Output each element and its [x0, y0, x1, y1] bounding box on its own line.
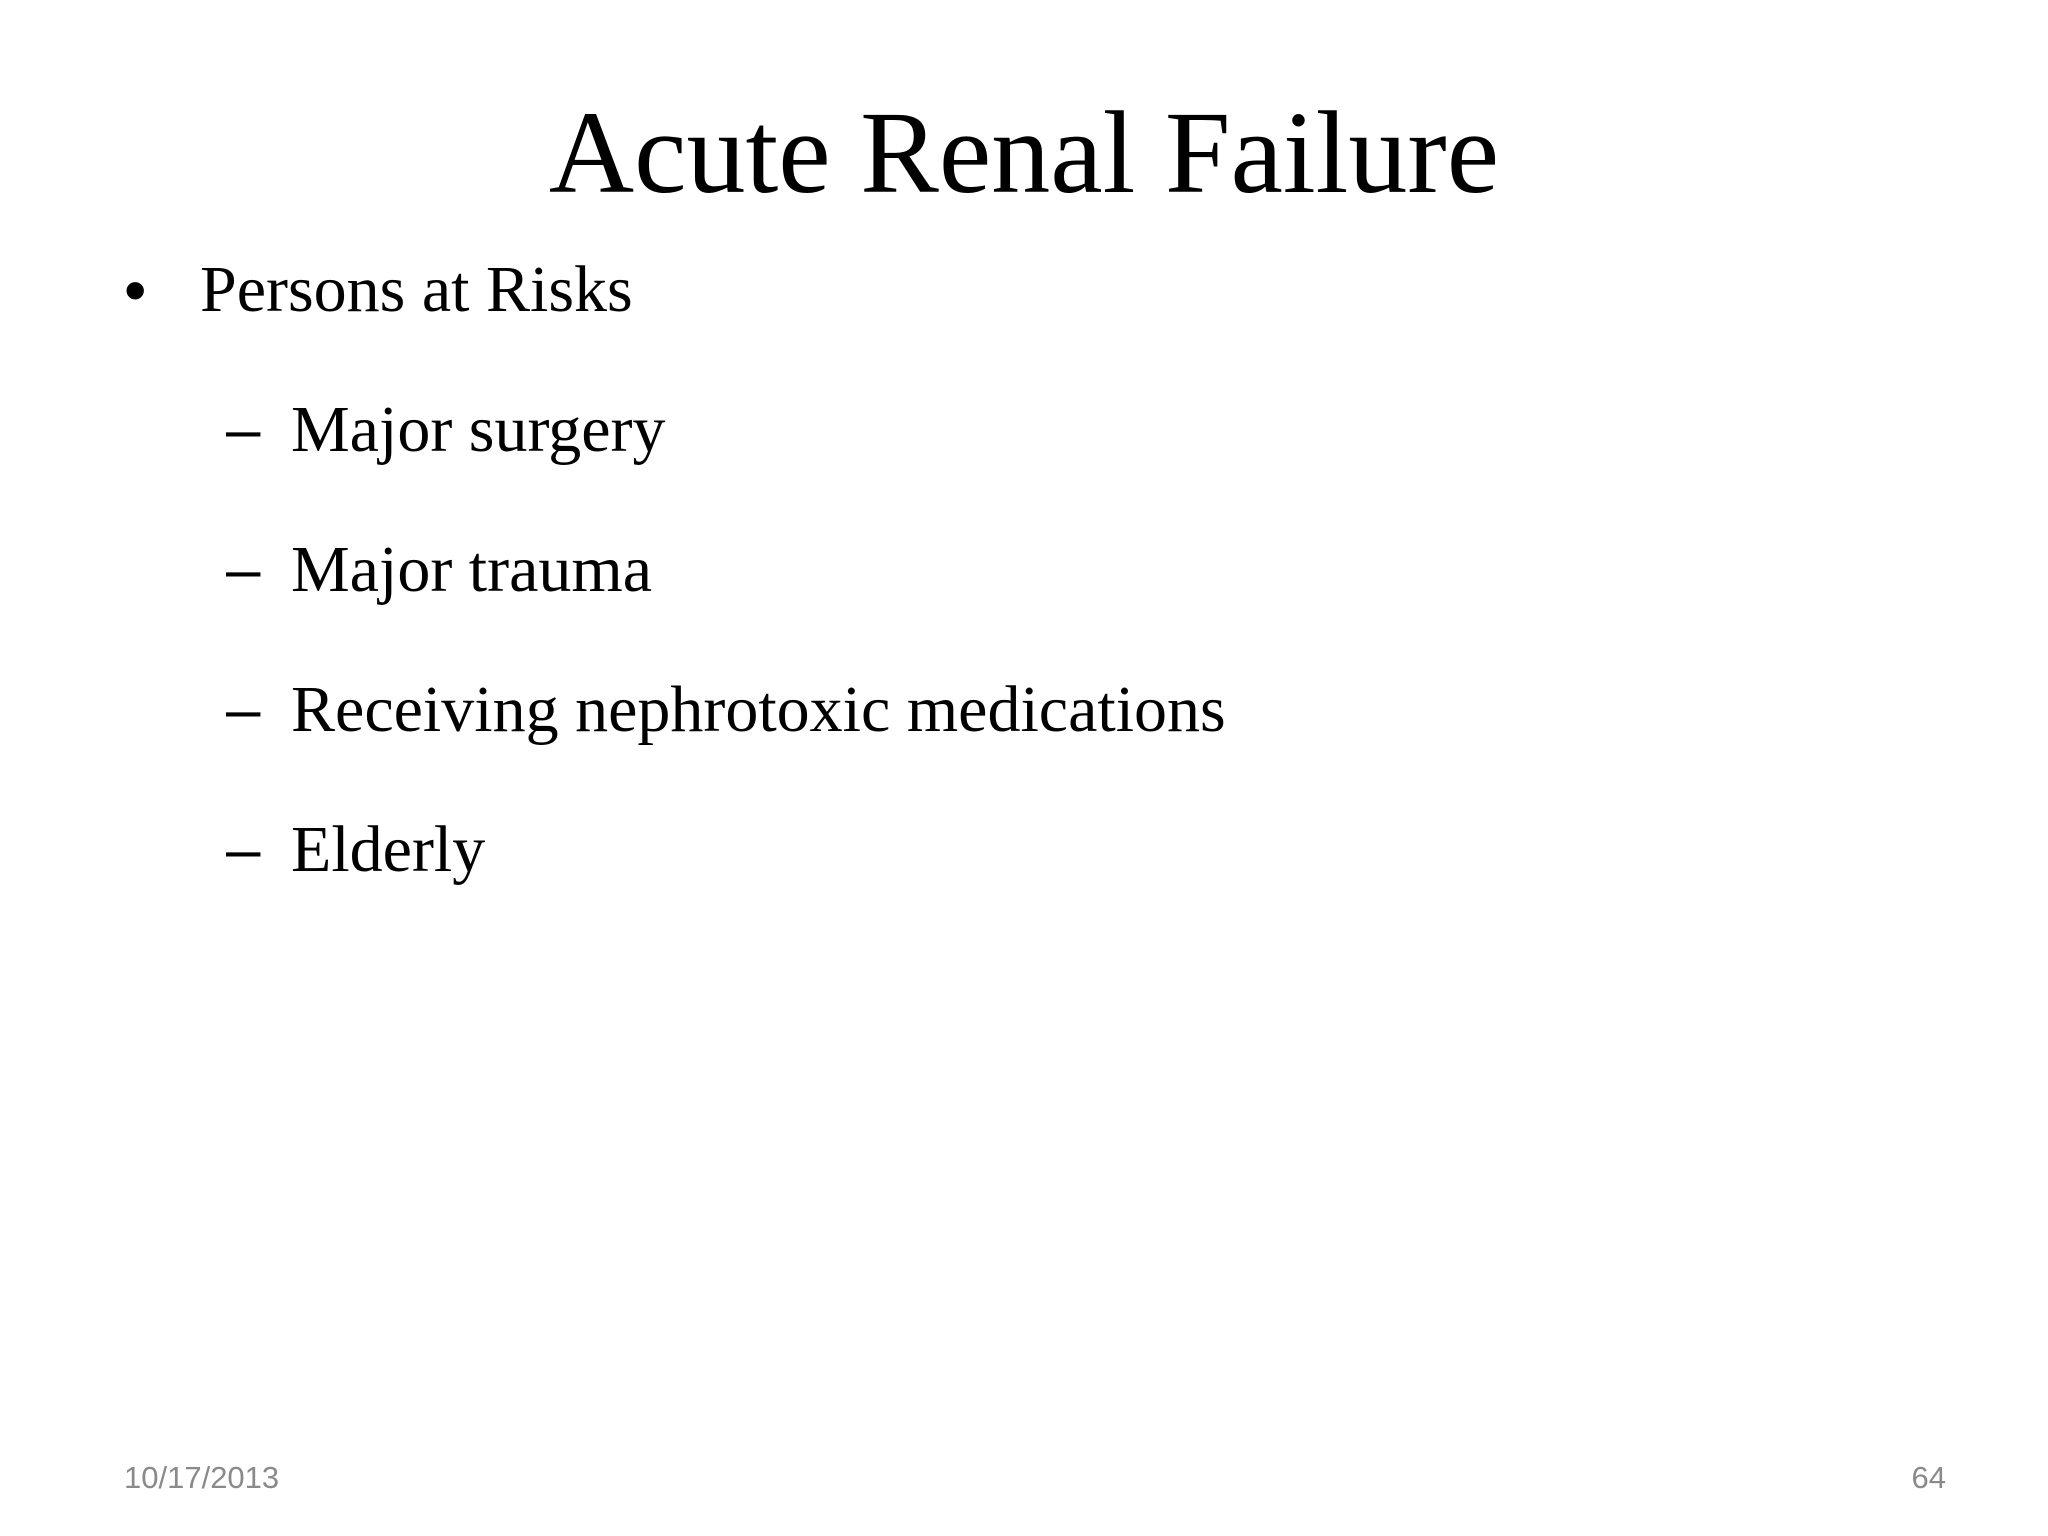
slide-title: Acute Renal Failure: [548, 87, 1500, 218]
footer-page-number: 64: [1911, 1460, 1946, 1495]
dash-icon: –: [226, 675, 261, 744]
dash-icon: –: [226, 535, 261, 604]
dash-icon: –: [226, 395, 261, 464]
bullet-text: Persons at Risks: [200, 253, 633, 326]
dash-icon: –: [226, 815, 261, 884]
sub-bullet-text: Elderly: [291, 813, 486, 886]
sub-bullet-text: Major surgery: [291, 393, 666, 466]
footer-date: 10/17/2013: [124, 1460, 280, 1495]
bullet-dot-icon: •: [124, 254, 147, 326]
sub-bullet-text: Major trauma: [291, 533, 653, 606]
sub-bullet-text: Receiving nephrotoxic medications: [291, 673, 1226, 746]
